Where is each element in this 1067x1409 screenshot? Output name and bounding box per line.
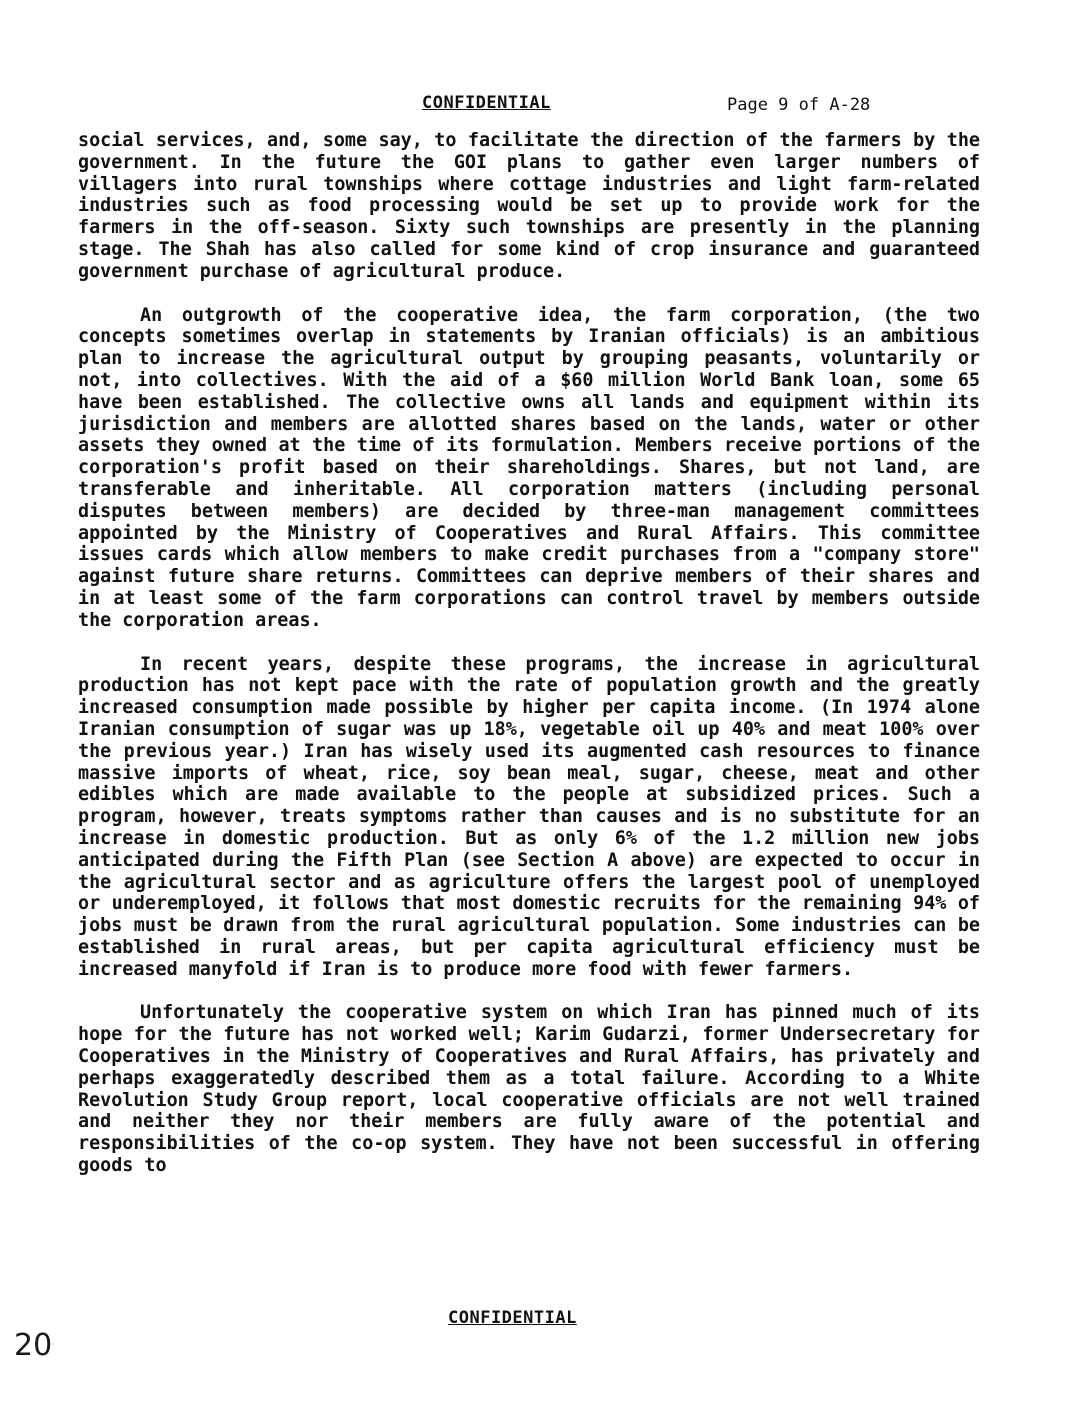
page-reference: Page 9 of A-28: [727, 95, 871, 115]
page-number: 20: [14, 1328, 53, 1363]
document-body: [78, 130, 980, 1199]
paragraph-agricultural-production: In recent years, despite these programs, the increase in agricultural production has not kept pace with the rate of population growth and the greatly increased consumption made possible by higher per capita income. (In 1974 alone Iranian consumption of sugar was up 18%, vegetable oil up 40% and meat 100% over the previous year.) Iran has wisely used its augmented cash resources to finance massive imports of wheat, rice, soy bean meal, sugar, cheese, meat and other edibles which are made available to the people at subsidized prices. Such a program, however, treats symptoms rather than causes and is no substitute for an increase in domestic production. But as only 6% of the 1.2 million new jobs anticipated during the Fifth Plan (see Section A above) are expected to occur in the agricultural sector and as agriculture offers the largest pool of unemployed or underemployed, it follows that most domestic recruits for the remaining 94% of jobs must be drawn from the rural agricultural population. Some industries can be established in rural areas, but per capita agricultural efficiency must be increased manyfold if Iran is to produce more food with fewer farmers.: [78, 653, 980, 980]
footer-classification: CONFIDENTIAL: [448, 1308, 577, 1328]
paragraph-cooperative-system: Unfortunately the cooperative system on which Iran has pinned much of its hope for the future has not worked well; Karim Gudarzi, former Undersecretary for Cooperatives in the Ministry of Cooperatives and Rural Affairs, has privately and perhaps exaggeratedly described them as a total failure. According to a White Revolution Study Group report, local cooperative officials are not well trained and neither they nor their members are fully aware of the potential and responsibilities of the co-op system. They have not been successful in offering goods to: [78, 1002, 980, 1177]
header-classification: CONFIDENTIAL: [422, 93, 551, 113]
paragraph-social-services: social services, and, some say, to facilitate the direction of the farmers by the government. In the future the GOI plans to gather even larger numbers of villagers into rural townships where cottage industries and light farm-related industries such as food processing would be set up to provide work for the farmers in the off-season. Sixty such townships are presently in the planning stage. The Shah has also called for some kind of crop insurance and guaranteed government purchase of agricultural produce.: [78, 130, 980, 282]
paragraph-farm-corporation: An outgrowth of the cooperative idea, the farm corporation, (the two concepts sometimes overlap in statements by Iranian officials) is an ambitious plan to increase the agricultural output by grouping peasants, voluntarily or not, into collectives. With the aid of a $60 million World Bank loan, some 65 have been established. The collective owns all lands and equipment within its jurisdiction and members are allotted shares based on the lands, water or other assets they owned at the time of its formulation. Members receive portions of the corporation's profit based on their shareholdings. Shares, but not land, are transferable and inheritable. All corporation matters (including personal disputes between members) are decided by three-man management committees appointed by the Ministry of Cooperatives and Rural Affairs. This committee issues cards which allow members to make credit purchases from a "company store" against future share returns. Committees can deprive members of their shares and in at least some of the farm corporations can control travel by members outside the corporation areas.: [78, 304, 980, 631]
